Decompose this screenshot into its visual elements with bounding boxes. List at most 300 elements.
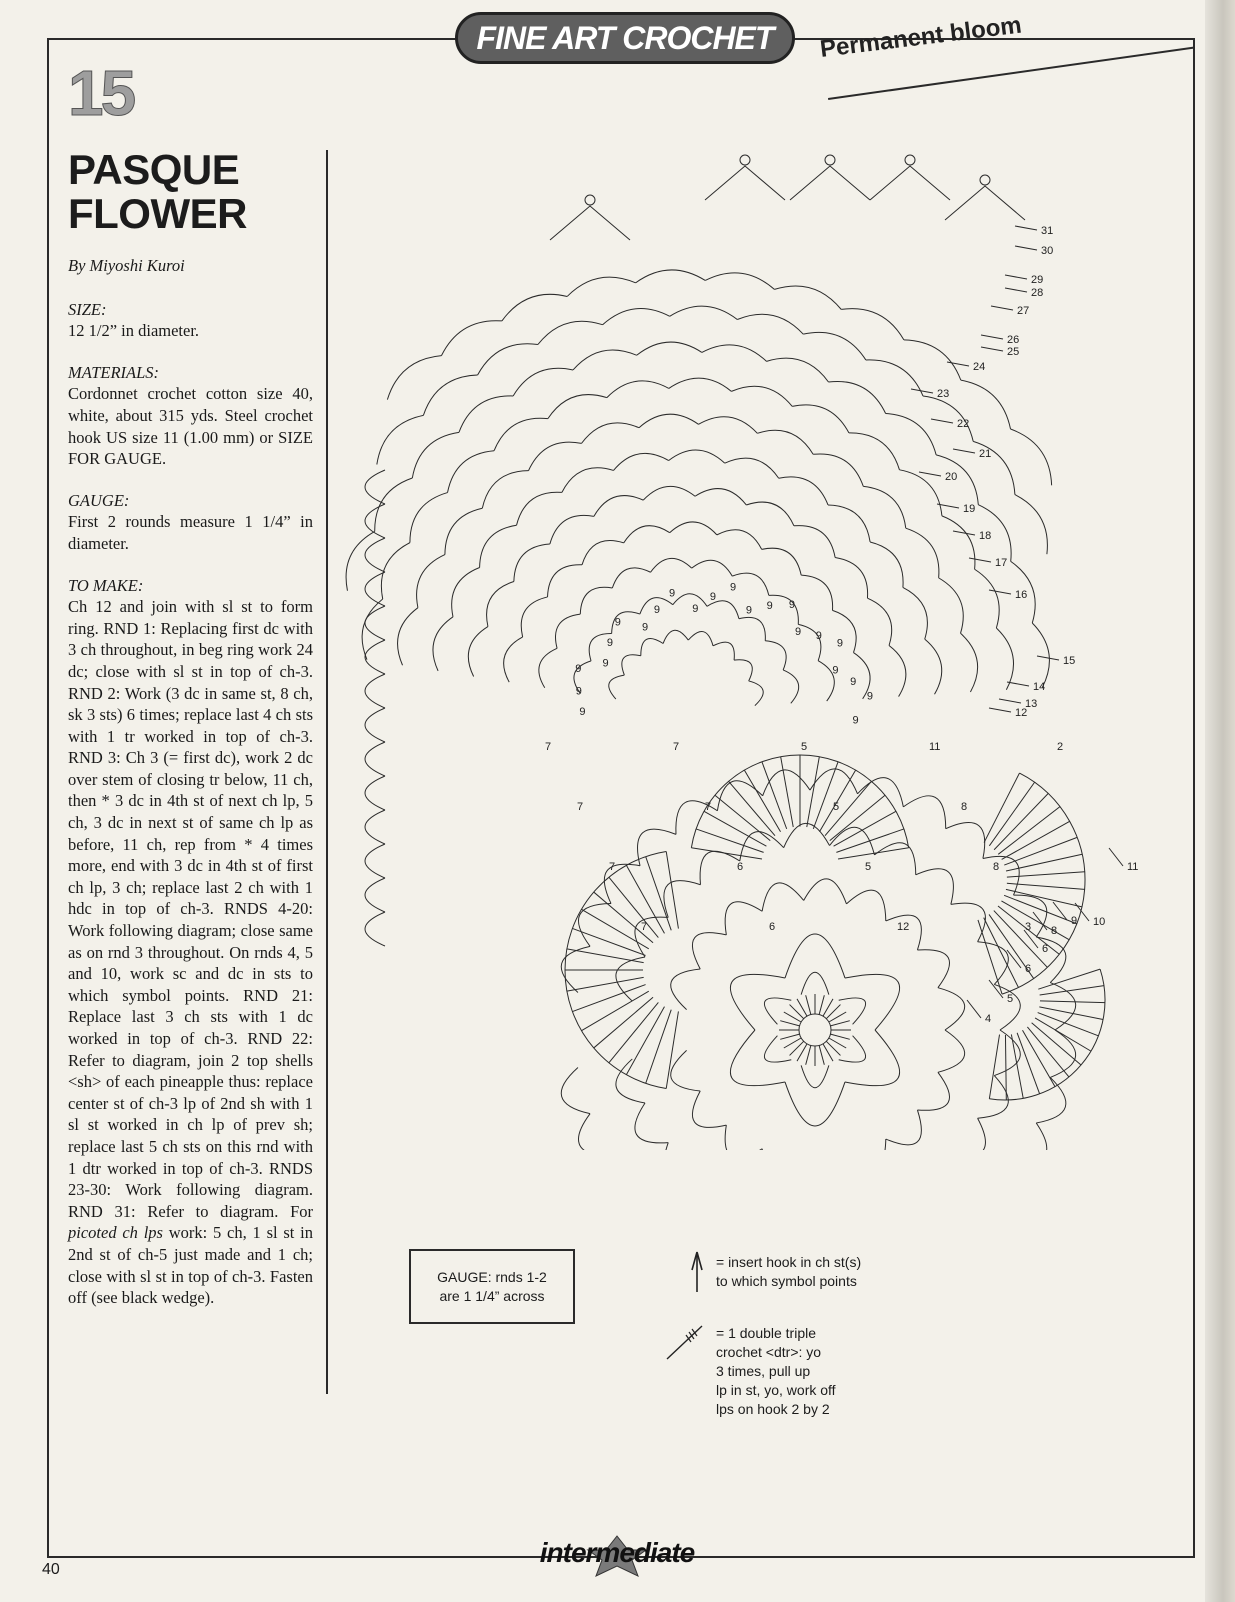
- picot: [585, 195, 595, 205]
- pineapple-loop: [867, 598, 891, 645]
- difficulty-level: intermediate: [539, 1537, 695, 1568]
- pineapple-loop: [651, 558, 692, 572]
- pineapple-loop: [504, 637, 523, 682]
- pineapple-loop: [801, 575, 832, 610]
- pineapple-loop: [698, 417, 757, 434]
- pattern-number: 15: [68, 57, 134, 129]
- pineapple-loop: [582, 541, 624, 565]
- pineapple-loop: [803, 332, 866, 360]
- chain-loop: [938, 1030, 965, 1072]
- pineapple-loop: [1015, 495, 1048, 555]
- chain-loop: [616, 957, 645, 1001]
- chain-loop: [762, 1149, 804, 1150]
- pineapple-loop: [548, 395, 607, 419]
- petal-chain: [801, 972, 829, 994]
- pineapple-loop: [468, 627, 488, 677]
- pineapple-loop: [765, 641, 786, 670]
- pineapple-loop: [975, 569, 1000, 628]
- petal-chain: [839, 1036, 866, 1062]
- segment-number: 9: [614, 616, 621, 629]
- segment-number: 9: [653, 604, 660, 617]
- pineapple-loop: [779, 477, 828, 505]
- petal-outline: [785, 934, 845, 978]
- chain-loop: [886, 1110, 922, 1145]
- pineapple-loop: [939, 578, 964, 633]
- pineapple-loop: [1011, 429, 1052, 485]
- pineapple-loop: [410, 493, 448, 543]
- fan-stitch: [1002, 821, 1070, 859]
- petal-chain: [764, 1036, 791, 1062]
- edge-scallop: [365, 538, 385, 572]
- chain-loop: [664, 881, 701, 918]
- fan-stitch: [646, 857, 672, 931]
- pineapple-loop: [567, 277, 635, 296]
- label-leader: [931, 419, 953, 423]
- pineapple-loop: [548, 565, 583, 597]
- segment-number: 2: [1057, 741, 1064, 753]
- segment-number: 7: [609, 861, 616, 873]
- pineapple-loop: [695, 489, 746, 505]
- fan-stitch: [1038, 969, 1100, 989]
- pineapple-loop: [835, 557, 867, 598]
- pineapple-loop: [849, 433, 900, 470]
- picot: [980, 175, 990, 185]
- byline: By Miyoshi Kuroi: [68, 256, 185, 275]
- label-leader: [1005, 288, 1027, 292]
- edge-scallop: [365, 606, 385, 640]
- pineapple-loop: [737, 314, 803, 334]
- pineapple-loop: [538, 321, 603, 344]
- segment-number: 9: [642, 621, 649, 634]
- chain-loop: [983, 856, 1019, 895]
- chain-loop: [725, 1125, 762, 1150]
- edge-scallop: [365, 674, 385, 708]
- pineapple-loop: [346, 531, 375, 590]
- chain-loop: [671, 969, 701, 1010]
- label-leader: [989, 708, 1011, 712]
- fan-stitch: [989, 1035, 999, 1099]
- fan-stitch: [581, 991, 648, 1030]
- picot: [825, 155, 835, 165]
- pineapple-loop: [886, 414, 937, 455]
- pineapple-loop: [942, 516, 975, 569]
- pineapple-loop: [757, 430, 813, 454]
- segment-number: 9: [866, 690, 874, 703]
- legend-insert-hook-text: = insert hook in ch st(s) to which symbol points: [716, 1254, 862, 1289]
- gauge-text: First 2 rounds measure 1 1/4” in diameter.: [68, 512, 313, 553]
- fan-stitch: [594, 997, 653, 1048]
- segment-number: 9: [766, 600, 773, 613]
- pineapple-loop: [433, 617, 453, 671]
- pineapple-loop: [603, 308, 670, 324]
- edge-scallop: [365, 742, 385, 776]
- petal-outline: [845, 974, 900, 1030]
- round-label-20: 20: [945, 471, 958, 483]
- pineapple-loop: [996, 628, 1013, 690]
- pineapple-loop: [521, 597, 547, 637]
- round-label-16: 16: [1015, 589, 1028, 601]
- title-line-2: FLOWER: [68, 190, 247, 237]
- gauge-box-line-2: are 1 1/4” across: [439, 1287, 545, 1304]
- pineapple-loop: [669, 378, 732, 391]
- crochet-chart-diagram: [345, 150, 1145, 1150]
- pineapple-loop: [502, 294, 567, 321]
- chain-loop: [664, 1143, 701, 1150]
- edge-scallop: [365, 912, 385, 946]
- chain-loop: [671, 1050, 701, 1091]
- pineapple-loop: [707, 601, 739, 619]
- segment-number: 9: [745, 604, 753, 617]
- fan-stitch: [715, 795, 770, 840]
- picot-stem: [790, 166, 870, 200]
- round-label-27: 27: [1017, 305, 1030, 317]
- instructions-column: [68, 255, 313, 1309]
- segment-number: 9: [836, 637, 843, 650]
- pineapple-loop: [423, 375, 477, 415]
- series-badge: FINE ART CROCHET: [455, 12, 795, 64]
- chain-loop: [846, 890, 885, 921]
- pineapple-loop: [614, 453, 669, 470]
- pineapple-loop: [899, 470, 941, 516]
- chain-loop: [578, 1114, 611, 1150]
- segment-number: 9: [575, 663, 582, 676]
- pineapple-loop: [828, 381, 885, 413]
- chain-loop: [846, 1139, 885, 1150]
- segment-number: 9: [692, 602, 699, 615]
- pineapple-loop: [459, 396, 513, 432]
- picot-stem: [705, 166, 785, 200]
- pineapple-loop: [794, 526, 835, 558]
- pineapple-loop: [641, 639, 663, 656]
- pineapple-loop: [863, 486, 905, 528]
- segment-number: 6: [769, 921, 776, 933]
- fan-stitch: [1039, 1007, 1103, 1020]
- fan-stitch: [609, 1002, 658, 1062]
- segment-number: 5: [801, 741, 808, 753]
- segment-number: 9: [579, 706, 586, 719]
- page-number: 40: [42, 1561, 60, 1578]
- chain-loop: [561, 1068, 590, 1114]
- dc-stitch: [819, 1045, 824, 1064]
- segment-number: 5: [865, 861, 872, 873]
- segment-number: 7: [641, 921, 648, 933]
- fan-stitch: [1038, 1013, 1099, 1036]
- round-label-11: 11: [1127, 861, 1139, 873]
- label-leader: [981, 335, 1003, 339]
- pineapple-loop: [487, 582, 514, 627]
- round-label-10: 10: [1093, 916, 1106, 928]
- pineapple-loop: [713, 642, 734, 660]
- chain-loop: [938, 988, 965, 1030]
- label-leader: [999, 699, 1021, 703]
- label-leader: [969, 558, 991, 562]
- round-label-28: 28: [1031, 287, 1044, 299]
- pineapple-loop: [448, 451, 495, 493]
- segment-number: 9: [602, 657, 609, 670]
- pineapple-loop: [734, 660, 752, 681]
- pineapple-loop: [607, 381, 669, 398]
- pineapple-loop: [573, 350, 637, 370]
- pineapple-loop: [792, 405, 849, 433]
- segment-number: 8: [993, 861, 1000, 873]
- round-label-15: 15: [1063, 655, 1076, 667]
- pineapple-loop: [739, 617, 765, 640]
- pineapple-loop: [452, 567, 480, 616]
- petal-outline: [785, 1082, 845, 1126]
- petal-outline: [730, 974, 785, 1030]
- pineapple-loop: [445, 508, 482, 554]
- fan-stitch: [1040, 1001, 1105, 1003]
- label-leader: [967, 1000, 981, 1018]
- segment-number: 7: [577, 801, 584, 813]
- dc-stitch: [830, 1034, 849, 1039]
- fan-stitch: [1040, 986, 1104, 995]
- pineapple-loop: [670, 306, 738, 319]
- dc-stitch: [780, 1034, 799, 1039]
- fan-stitch: [744, 770, 780, 832]
- round-label-23: 23: [937, 388, 950, 400]
- pineapple-loop: [889, 645, 906, 696]
- column-divider: [326, 150, 328, 1394]
- round-label-25: 25: [1007, 346, 1020, 358]
- round-label-31: 31: [1041, 225, 1054, 237]
- pineapple-loop: [767, 358, 829, 382]
- pineapple-loop: [480, 525, 517, 567]
- chain-loop: [804, 879, 847, 904]
- segment-number: 5: [833, 801, 840, 813]
- pineapple-loop: [961, 633, 978, 692]
- pineapple-loop: [670, 522, 717, 535]
- pineapple-loop: [375, 478, 413, 531]
- chain-loop: [700, 851, 740, 885]
- dc-stitch: [830, 1021, 849, 1026]
- dc-stitch: [780, 1021, 799, 1026]
- segment-number: 12: [897, 921, 910, 933]
- pineapple-loop: [612, 568, 650, 588]
- pineapple-loop: [870, 542, 903, 587]
- label-leader: [1005, 275, 1027, 279]
- pineapple-loop: [866, 360, 923, 396]
- insert-hook-symbol-icon: [690, 1250, 704, 1294]
- size-text: 12 1/2” in diameter.: [68, 321, 200, 341]
- edge-scallop: [365, 844, 385, 878]
- segment-number: 11: [929, 741, 941, 753]
- chain-loop: [635, 1103, 668, 1143]
- edge-scallop: [365, 470, 385, 504]
- picot-stem: [945, 186, 1025, 220]
- pineapple-loop: [377, 415, 424, 464]
- label-leader: [1015, 226, 1037, 230]
- round-label-30: 30: [1041, 245, 1054, 257]
- double-triple-crochet-symbol-icon: [664, 1322, 706, 1362]
- chain-loop: [725, 902, 762, 935]
- label-leader: [911, 389, 933, 393]
- petal-chain: [801, 1065, 829, 1087]
- chain-loop: [1050, 983, 1075, 1030]
- gauge-heading: GAUGE:: [68, 490, 130, 510]
- fan-stitch: [1006, 889, 1082, 906]
- round-label-17: 17: [995, 557, 1008, 569]
- chain-loop: [692, 1091, 726, 1127]
- chain-loop: [1013, 1123, 1046, 1150]
- pineapple-loop: [673, 594, 707, 607]
- chain-loop: [946, 823, 985, 859]
- fan-stitch: [834, 811, 896, 846]
- center-ring: [799, 1014, 831, 1046]
- legend-dtr-text: = 1 double triple crochet <dtr>: yo 3 times, pull up lp in st, yo, work off lps on hook 2 by 2: [716, 1325, 836, 1417]
- edge-scallop: [365, 708, 385, 742]
- round-label-14: 14: [1033, 681, 1046, 693]
- tomake-part-2: work: 5 ch, 1 sl st in 2nd st of ch-5 just made and 1 ch; close with sl st in top of ch-3. Fasten off (see black wedge).: [68, 1223, 313, 1308]
- fan-stitch: [704, 811, 766, 846]
- chain-loop: [917, 1072, 949, 1110]
- label-leader: [1015, 246, 1037, 250]
- chain-loop: [916, 869, 954, 905]
- chain-loop: [994, 1030, 1020, 1076]
- pineapple-loop: [749, 681, 764, 706]
- chain-loop: [978, 942, 1009, 985]
- chain-loop: [874, 843, 915, 875]
- pineapple-loop: [609, 675, 625, 699]
- petal-outline: [730, 1030, 785, 1086]
- pineapple-loop: [762, 548, 801, 575]
- segment-number: 9: [852, 714, 859, 727]
- label-leader: [947, 362, 969, 366]
- materials-text: Cordonnet crochet cotton size 40, white, about 315 yds. Steel crochet hook US size 11 (1.00 mm) or SIZE FOR GAUGE.: [68, 384, 313, 469]
- edge-scallop: [365, 810, 385, 844]
- label-leader: [989, 590, 1011, 594]
- round-label-6: 6: [1025, 963, 1032, 975]
- edge-scallop: [365, 776, 385, 810]
- pineapple-loop: [580, 587, 612, 614]
- segment-number: 9: [832, 664, 839, 677]
- round-label-12: 12: [1015, 707, 1028, 719]
- size-heading: SIZE:: [68, 299, 107, 319]
- pineapple-loop: [636, 270, 706, 283]
- pineapple-loop: [692, 560, 733, 576]
- chain-loop: [858, 778, 904, 807]
- segment-number: 9: [815, 629, 822, 642]
- fan-stitch: [1007, 883, 1085, 889]
- pineapple-loop: [643, 486, 695, 500]
- fan-stitch: [825, 781, 871, 835]
- fan-stitch: [984, 773, 1019, 842]
- round-label-22: 22: [957, 418, 970, 430]
- pineapple-loop: [663, 630, 688, 643]
- fan-stitch: [626, 1007, 664, 1075]
- gauge-box-line-1: GAUGE: rnds 1-2: [437, 1268, 547, 1285]
- pineapple-loop: [387, 356, 441, 400]
- pineapple-loop: [494, 418, 548, 450]
- pineapple-loop: [732, 573, 769, 595]
- tagline: Permanent bloom: [818, 11, 1024, 64]
- segment-number: 9: [709, 591, 716, 604]
- segment-number: 9: [606, 637, 613, 650]
- pineapple-loop: [702, 345, 767, 362]
- fan-stitch: [646, 1010, 672, 1084]
- pineapple-loop: [622, 655, 641, 675]
- chain-loop: [903, 796, 945, 829]
- pineapple-loop: [731, 386, 792, 406]
- pineapple-loop: [828, 505, 870, 542]
- dc-stitch: [806, 995, 811, 1014]
- pineapple-loop: [478, 344, 538, 375]
- fan-stitch: [1006, 854, 1082, 871]
- label-leader: [953, 531, 975, 535]
- pineapple-loop: [639, 414, 698, 428]
- picot: [905, 155, 915, 165]
- fan-stitch: [594, 892, 653, 943]
- edge-scallop: [365, 640, 385, 674]
- materials-heading: MATERIALS:: [68, 362, 160, 382]
- pineapple-loop: [482, 471, 528, 509]
- pineapple-loop: [717, 530, 762, 550]
- pineapple-loop: [669, 450, 725, 463]
- label-leader: [1007, 682, 1029, 686]
- fan-stitch: [609, 877, 658, 937]
- round-label-21: 21: [979, 448, 992, 460]
- pineapple-loop: [725, 458, 779, 478]
- pineapple-loop: [841, 309, 904, 340]
- pineapple-loop: [705, 273, 774, 289]
- pineapple-loop: [1032, 623, 1049, 688]
- segment-number: 9: [850, 675, 857, 688]
- fan-stitch: [836, 829, 904, 852]
- segment-number: 9: [669, 587, 676, 600]
- pineapple-loop: [813, 454, 863, 486]
- label-leader: [919, 472, 941, 476]
- pineapple-loop: [513, 368, 573, 396]
- segment-number: 7: [545, 741, 552, 753]
- round-label-29: 29: [1031, 274, 1044, 286]
- fan-stitch: [666, 1011, 678, 1088]
- fan-stitch: [581, 909, 648, 948]
- pineapple-loop: [582, 423, 639, 444]
- label-leader: [953, 449, 975, 453]
- pineapple-loop: [550, 515, 594, 544]
- chain-loop: [978, 1076, 1009, 1119]
- segment-number: 9: [795, 626, 802, 639]
- round-label-26: 26: [1007, 334, 1020, 346]
- pineapple-loop: [539, 648, 557, 687]
- dc-stitch: [806, 1045, 811, 1064]
- tomake-part-1: Ch 12 and join with sl st to form ring. RND 1: Replacing first dc with 3 ch throughout, in beg ring work 24 dc; close with sl st in top of ch-3. RND 2: Work (3 dc in same st, 8 ch, sk 3 sts) 6 times; replace last 4 ch sts with 1 tr worked in top of ch-3. RND 3: Ch 3 (= first dc), work 2 dc over stem of closing tr below, 11 ch, then * 3 dc in 4th st of next ch lp, 5 ch, 3 dc in next st of same ch lp as before, 11 ch, rep from * 4 times more, end with 3 dc in 4th st of first ch lp, 3 ch; replace last 2 ch with 1 hdc in top of ch-3. RNDS 4-20: Work following diagram; close same as on rnd 3 throughout. On rnds 4, 5 and 10, work sc and dc in sts to which symbol points. RND 21: Replace last 3 ch sts with 1 dc worked in top of ch-3. RND 22: Refer to diagram, join 2 top shells <sh> of each pineapple thus: replace center st of ch-3 lp of 2nd sh with 1 sl st worked in ch lp of prev sh; replace last 5 ch sts on this rnd with 1 dtr worked in top of ch-3. RNDS 23-30: Work following diagram. RND 31: Refer to diagram. For: [68, 597, 313, 1221]
- round-label-8: 8: [1051, 925, 1058, 937]
- gauge-box: [409, 1249, 575, 1324]
- round-label-24: 24: [973, 361, 986, 373]
- fan-stitch: [1001, 901, 1069, 940]
- picot-stem: [870, 166, 950, 200]
- round-label-4: 4: [985, 1013, 992, 1025]
- pineapple-loop: [514, 544, 550, 581]
- chain-loop: [762, 883, 804, 911]
- pineapple-loop: [688, 632, 713, 646]
- chain-loop: [951, 1118, 986, 1150]
- pineapple-loop: [517, 492, 562, 525]
- pineapple-loop: [441, 321, 501, 356]
- pineapple-loop: [904, 340, 961, 380]
- pineapple-loop: [381, 543, 410, 599]
- round-label-9: 9: [1071, 915, 1078, 927]
- pineapple-loop: [529, 442, 582, 471]
- tomake-heading: TO MAKE:: [68, 575, 144, 595]
- round-label-19: 19: [963, 503, 976, 515]
- round-label-18: 18: [979, 530, 992, 542]
- round-label-6: 6: [1042, 943, 1049, 955]
- round-label-5: 5: [1007, 993, 1014, 1005]
- picot-stem: [550, 206, 630, 240]
- edge-scallop: [365, 878, 385, 912]
